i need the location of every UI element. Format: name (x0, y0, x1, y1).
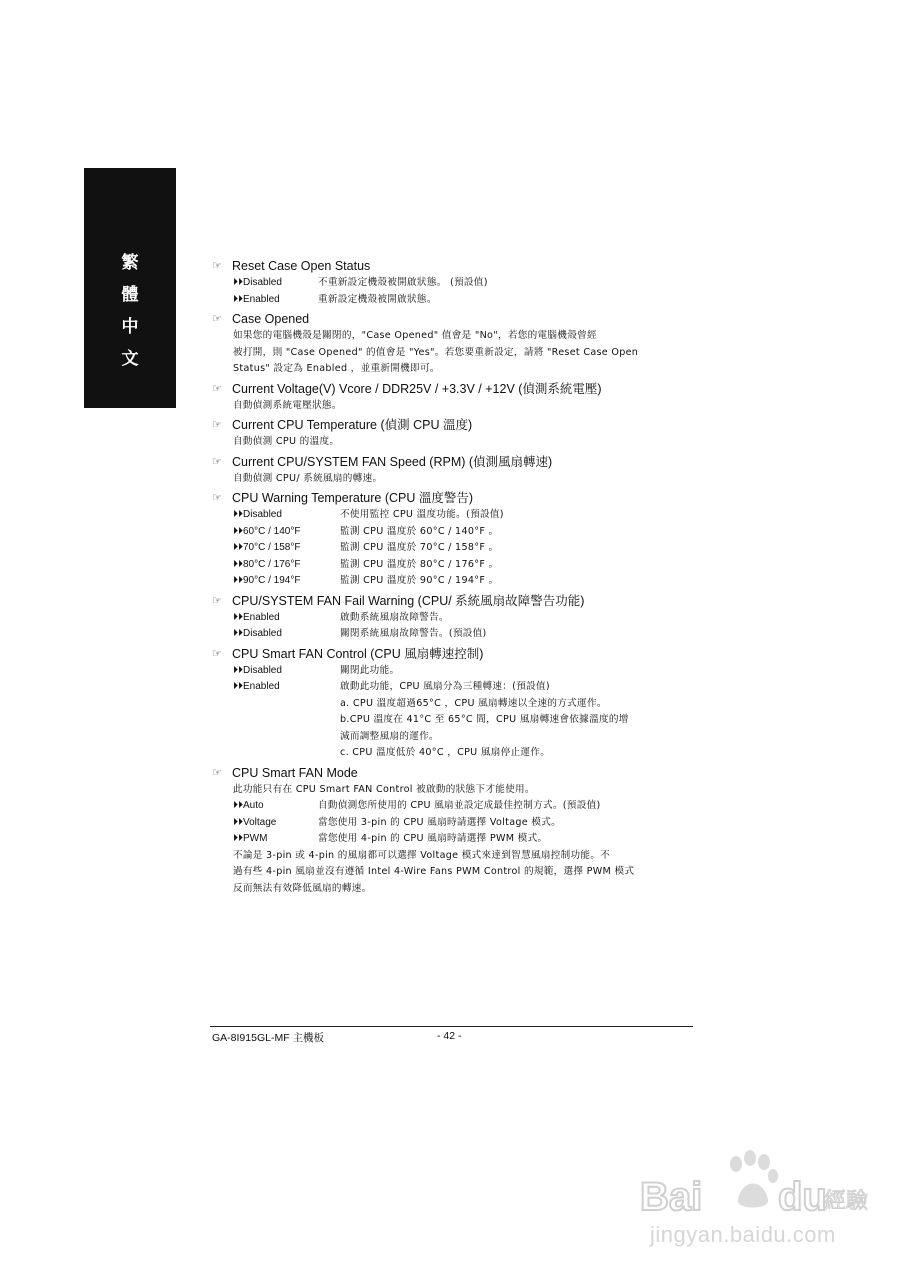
option-row (212, 507, 696, 524)
pointing-hand-icon: ☞ (212, 382, 222, 395)
option-value: 監測 CPU 溫度於 90°C / 194°F 。 (340, 575, 499, 586)
closing-line: 過有些 4-pin 風扇並沒有遵循 Intel 4-Wire Fans PWM Control 的規範，選擇 PWM 模式 (233, 866, 635, 877)
pointing-hand-icon: ☞ (212, 647, 222, 660)
option-row (212, 275, 696, 292)
side-tab-char: 文 (121, 349, 139, 369)
option-key: ⏵⏵60°C / 140°F (233, 525, 301, 537)
section-current-cpu-temperature (212, 417, 696, 451)
side-tab-char: 繁 (121, 253, 139, 273)
option-row (212, 798, 696, 815)
option-key: ⏵⏵Enabled (233, 611, 280, 623)
side-tab-char: 體 (121, 285, 139, 305)
section-heading: ☞ CPU Warning Temperature (CPU 溫度警告) (212, 491, 474, 505)
closing-line: 不論是 3-pin 或 4-pin 的風扇都可以選擇 Voltage 模式來達到智慧風扇控制功能。不 (233, 849, 611, 861)
section-heading: ☞ CPU Smart FAN Mode (212, 765, 358, 780)
option-key: ⏵⏵PWM (233, 833, 268, 844)
description-line: 自動偵測 CPU/ 系統風扇的轉速。 (233, 472, 383, 484)
footer-divider (210, 1026, 693, 1027)
section-heading: ☞ Reset Case Open Status (212, 259, 371, 273)
description-line: 自動偵測 CPU 的溫度。 (233, 436, 340, 447)
option-key: ⏵⏵Disabled (233, 277, 282, 288)
option-key: ⏵⏵70°C / 158°F (233, 542, 301, 553)
option-row (212, 815, 696, 832)
description-line: 如果您的電腦機殼是關閉的，"Case Opened" 值會是 "No"，若您的電腦機殼曾經 (233, 330, 597, 341)
section-heading: ☞ Current CPU Temperature (偵測 CPU 溫度) (212, 418, 473, 432)
option-row (212, 610, 696, 627)
option-row (212, 679, 696, 696)
option-value: 關閉系統風扇故障警告。(預設值) (340, 628, 487, 639)
pointing-hand-icon: ☞ (212, 492, 222, 504)
option-value: 監測 CPU 溫度於 70°C / 158°F 。 (340, 542, 499, 553)
option-row (212, 626, 696, 643)
option-value: 當您使用 4-pin 的 CPU 風扇時請選擇 PWM 模式。 (318, 833, 548, 844)
section-reset-case-open-status (212, 258, 696, 308)
page-number: - 42 - (437, 1030, 462, 1042)
pointing-hand-icon: ☞ (212, 260, 222, 272)
description-line: 自動偵測系統電壓狀態。 (233, 399, 342, 411)
svg-text:du: du (778, 1175, 827, 1219)
option-row (212, 292, 696, 309)
section-fan-fail-warning (212, 593, 696, 643)
svg-text:Bai: Bai (640, 1175, 703, 1219)
section-heading: ☞ Current Voltage(V) Vcore / DDR25V / +3.3V / +12V (偵測系統電壓) (212, 381, 602, 396)
section-cpu-smart-fan-mode (212, 765, 696, 898)
pointing-hand-icon: ☞ (212, 419, 222, 431)
option-row (212, 557, 696, 574)
closing-line: 反而無法有效降低風扇的轉速。 (233, 882, 372, 894)
option-row (212, 540, 696, 557)
side-tab-char: 中 (121, 317, 139, 337)
option-row (212, 524, 696, 541)
option-key: ⏵⏵80°C / 176°F (233, 558, 301, 570)
option-key: ⏵⏵Auto (233, 800, 264, 811)
option-key: ⏵⏵Disabled (233, 628, 282, 639)
continuation-line: 減而調整風扇的運作。 (340, 730, 439, 742)
option-value: 啟動此功能，CPU 風扇分為三種轉速：(預設值) (340, 681, 550, 692)
section-case-opened (212, 311, 696, 378)
pointing-hand-icon: ☞ (212, 766, 222, 779)
bios-options-content (212, 255, 696, 897)
pointing-hand-icon: ☞ (212, 455, 222, 468)
option-value: 當您使用 3-pin 的 CPU 風扇時請選擇 Voltage 模式。 (318, 816, 562, 828)
option-key: ⏵⏵Disabled (233, 664, 282, 676)
section-heading: ☞ CPU Smart FAN Control (CPU 風扇轉速控制) (212, 646, 484, 661)
section-current-voltage (212, 381, 696, 415)
description-line: Status" 設定為 Enabled ，並重新開機即可。 (233, 363, 440, 374)
section-heading: ☞ CPU/SYSTEM FAN Fail Warning (CPU/ 系統風扇故障警告功能) (212, 593, 585, 608)
option-key: ⏵⏵Disabled (233, 509, 282, 520)
option-key: ⏵⏵Enabled (233, 293, 280, 305)
option-key: ⏵⏵90°C / 194°F (233, 575, 301, 586)
section-heading: ☞ Case Opened (212, 312, 310, 326)
option-value: 監測 CPU 溫度於 60°C / 140°F 。 (340, 525, 499, 537)
section-heading: ☞ Current CPU/SYSTEM FAN Speed (RPM) (偵測風扇轉速) (212, 454, 553, 469)
option-row (212, 831, 696, 848)
footer-model: GA-8I915GL-MF 主機板 (212, 1032, 325, 1044)
svg-text:經驗: 經驗 (824, 1189, 868, 1214)
language-side-tab (84, 168, 176, 408)
option-key: ⏵⏵Voltage (233, 816, 277, 828)
description-line: 此功能只有在 CPU Smart FAN Control 被啟動的狀態下才能使用。 (233, 783, 535, 795)
option-value: 重新設定機殼被開啟狀態。 (318, 293, 437, 305)
pointing-hand-icon: ☞ (212, 313, 222, 325)
option-value: 關閉此功能。 (340, 664, 400, 676)
pointing-hand-icon: ☞ (212, 594, 222, 607)
option-key: ⏵⏵Enabled (233, 681, 280, 692)
option-row (212, 663, 696, 680)
option-value: 自動偵測您所使用的 CPU 風扇並設定成最佳控制方式。(預設值) (318, 800, 601, 811)
option-value: 啟動系統風扇故障警告。 (340, 611, 449, 623)
watermark-url: jingyan.baidu.com (650, 1222, 836, 1247)
continuation-line: c. CPU 溫度低於 40°C ，CPU 風扇停止運作。 (340, 747, 551, 758)
option-value: 不使用監控 CPU 溫度功能。(預設值) (340, 509, 504, 520)
section-cpu-warning-temperature (212, 490, 696, 590)
option-value: 不重新設定機殼被開啟狀態。 (預設值) (318, 277, 488, 288)
option-row (212, 573, 696, 590)
section-current-fan-speed (212, 454, 696, 488)
section-cpu-smart-fan-control (212, 646, 696, 762)
continuation-line: b.CPU 溫度在 41°C 至 65°C 間，CPU 風扇轉速會依據溫度的增 (340, 714, 629, 725)
continuation-line: a. CPU 溫度超過65°C ，CPU 風扇轉速以全速的方式運作。 (340, 697, 607, 709)
option-value: 監測 CPU 溫度於 80°C / 176°F 。 (340, 558, 499, 570)
description-line: 被打開，則 "Case Opened" 的值會是 "Yes"。若您要重新設定，請將 "Reset Case Open (233, 346, 639, 358)
